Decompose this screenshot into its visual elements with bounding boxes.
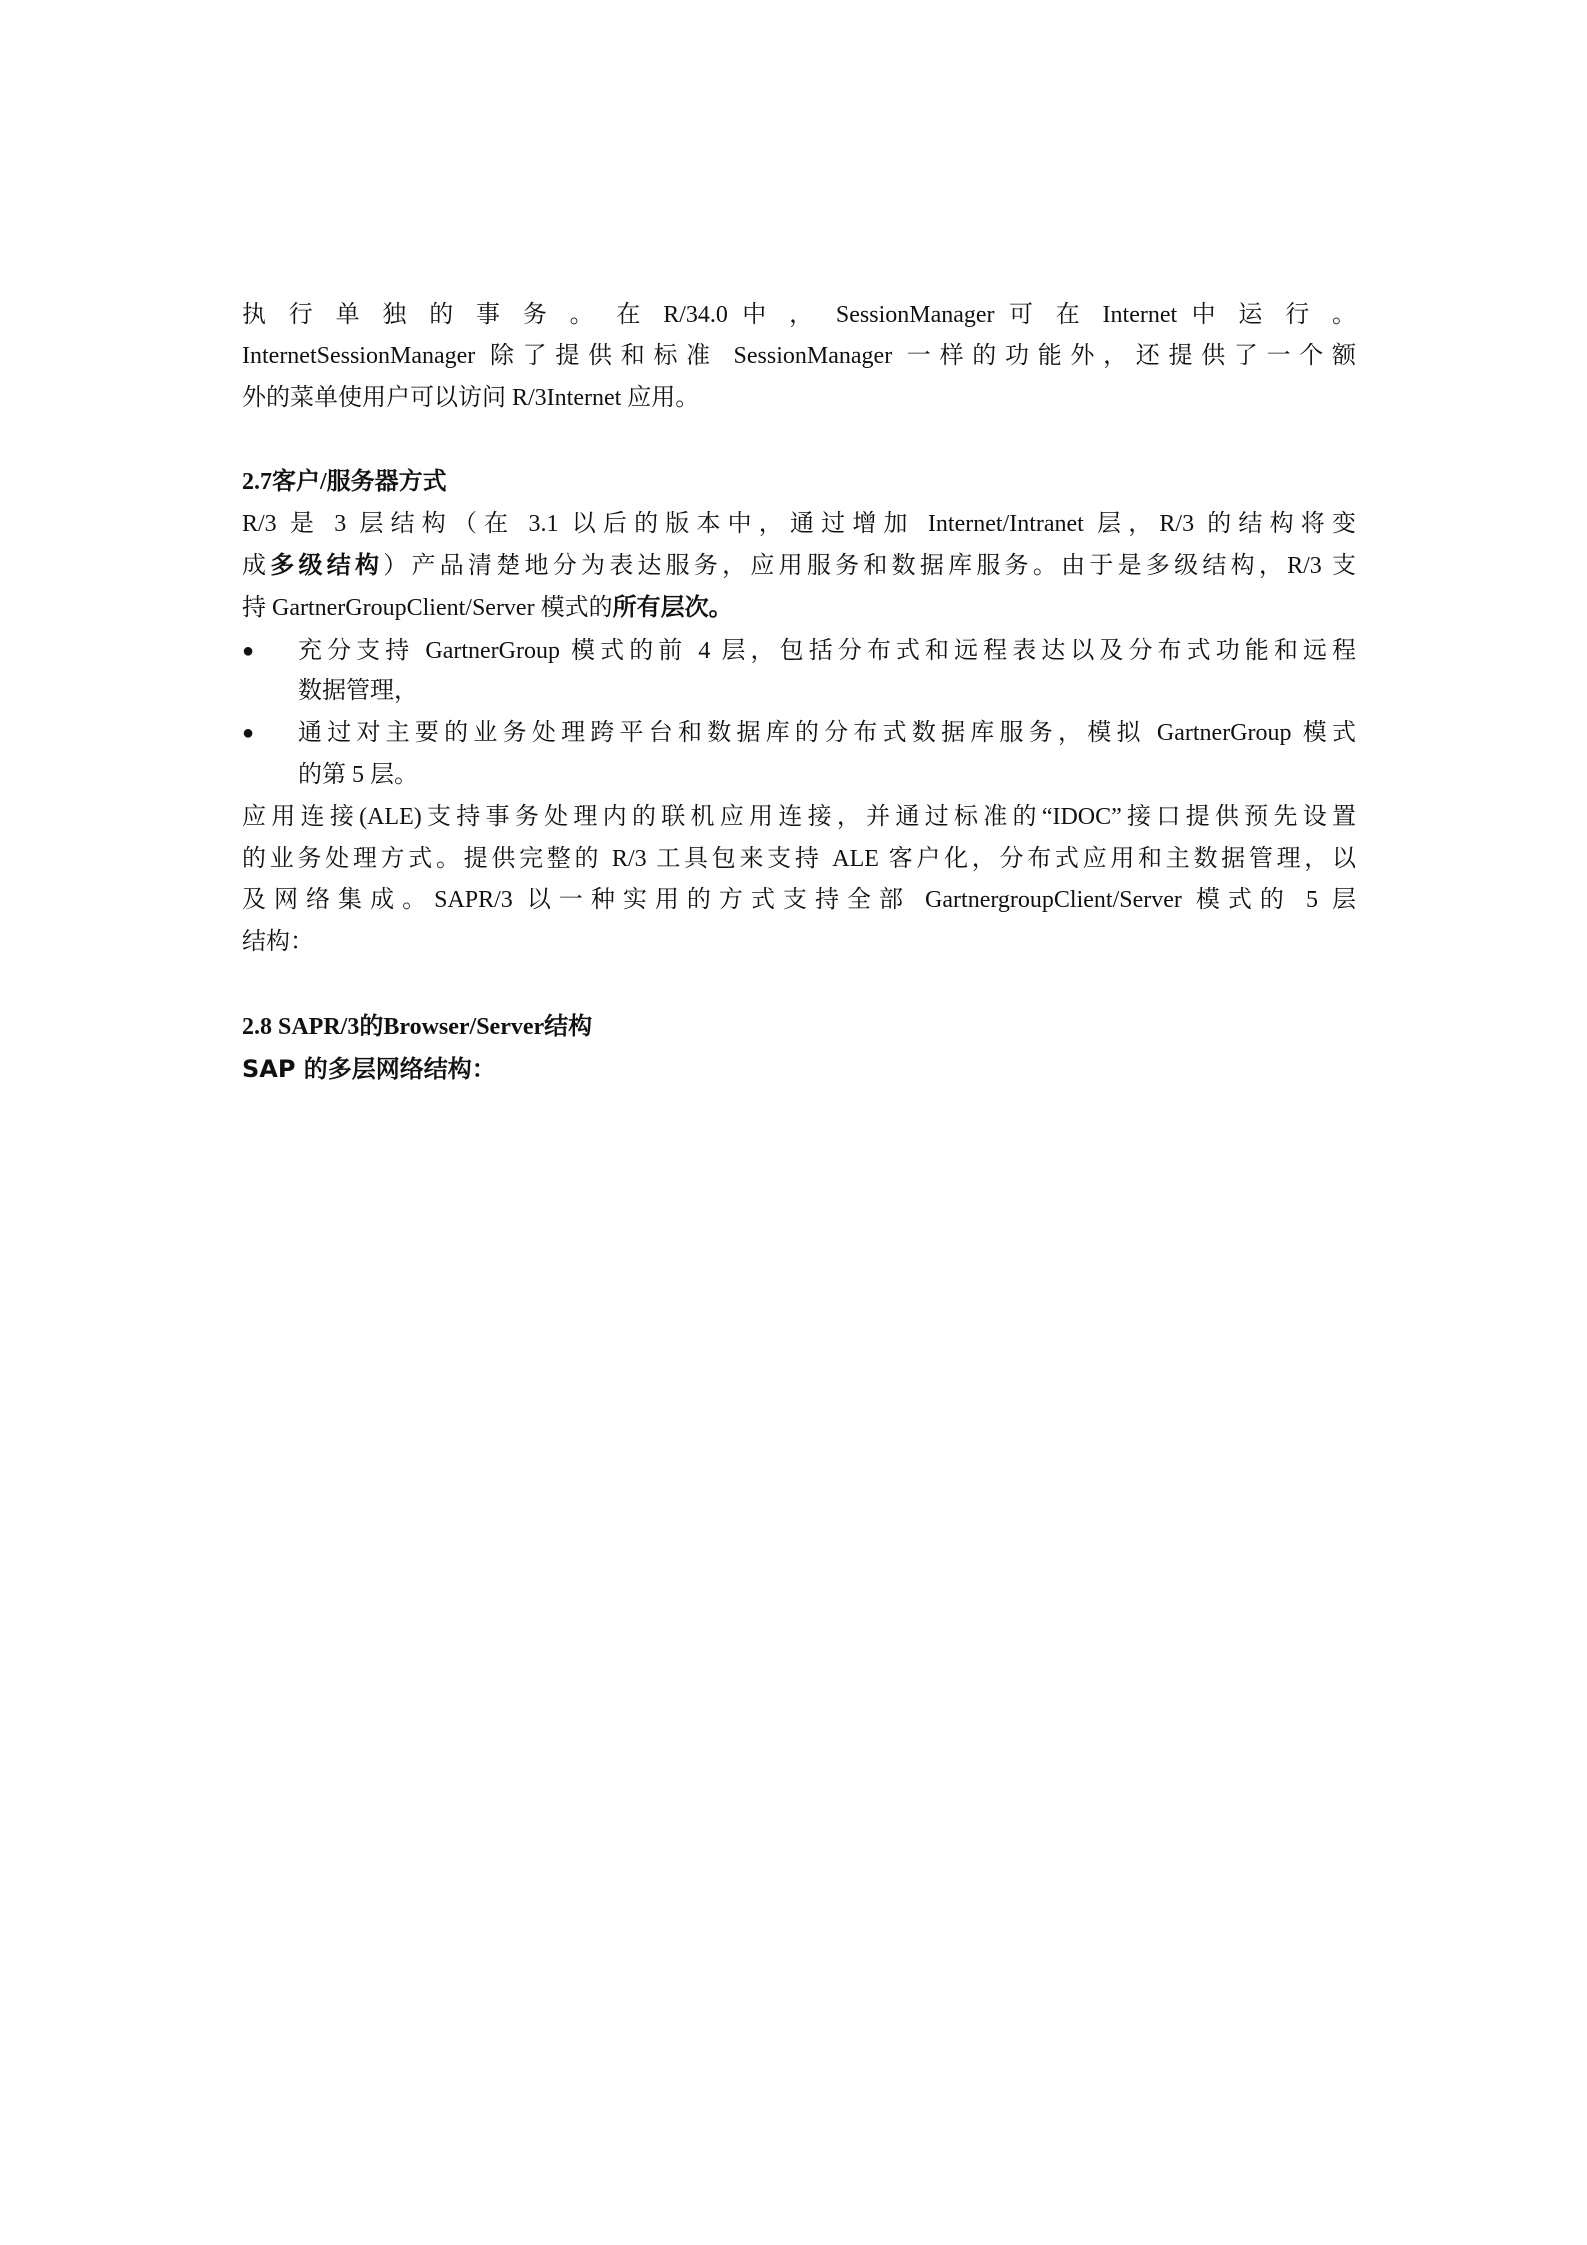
bullet-item-line: 充分支持 GartnerGroup 模式的前 4 层，包括分布式和远程表达以及分布式功能和远程: [298, 638, 1356, 664]
paragraph-line: 结构：: [242, 929, 314, 955]
paragraph-line: 执 行 单 独 的 事 务 。 在 R/34.0 中 ， SessionManager 可 在 Internet 中 运 行 。: [242, 302, 1356, 328]
paragraph-line: InternetSessionManager 除了提供和标准 SessionManager 一样的功能外，还提供了一个额: [242, 343, 1356, 369]
bullet-icon: ●: [242, 722, 255, 744]
paragraph-line: [242, 545, 1356, 587]
section-heading-2-7: 2.7客户/服务器方式: [242, 469, 447, 495]
text: ）产品清楚地分为表达服务，应用服务和数据库服务。由于是多级结构，R/3 支: [383, 553, 1356, 579]
text: 持 GartnerGroupClient/Server 模式的: [242, 595, 613, 621]
bullet-item-line: 数据管理，: [298, 678, 418, 704]
paragraph-line: 的业务处理方式。提供完整的 R/3 工具包来支持 ALE 客户化，分布式应用和主数据管理，以: [242, 846, 1356, 872]
subheading: SAP 的多层网络结构：: [242, 1055, 496, 1083]
text: 成: [242, 553, 271, 579]
bullet-item-line: 的第 5 层。: [298, 762, 418, 788]
paragraph-line: 应用连接(ALE)支持事务处理内的联机应用连接，并通过标准的“IDOC”接口提供预先设置: [242, 804, 1356, 830]
bullet-icon: ●: [242, 640, 255, 662]
bold-text: 多级结构: [270, 553, 384, 579]
bullet-item-line: 通过对主要的业务处理跨平台和数据库的分布式数据库服务，模拟 GartnerGroup 模式: [298, 720, 1356, 746]
paragraph-line: R/3 是 3 层结构（在 3.1 以后的版本中，通过增加 Internet/Intranet 层，R/3 的结构将变: [242, 511, 1356, 537]
paragraph-line: [242, 587, 1356, 629]
paragraph-line: 及网络集成。SAPR/3 以一种实用的方式支持全部 GartnergroupClient/Server 模式的 5 层: [242, 887, 1356, 913]
bold-text: 所有层次。: [612, 595, 733, 621]
paragraph-line: 外的菜单使用户可以访问 R/3Internet 应用。: [242, 385, 700, 411]
section-heading-2-8: 2.8 SAPR/3的Browser/Server结构: [242, 1014, 593, 1040]
